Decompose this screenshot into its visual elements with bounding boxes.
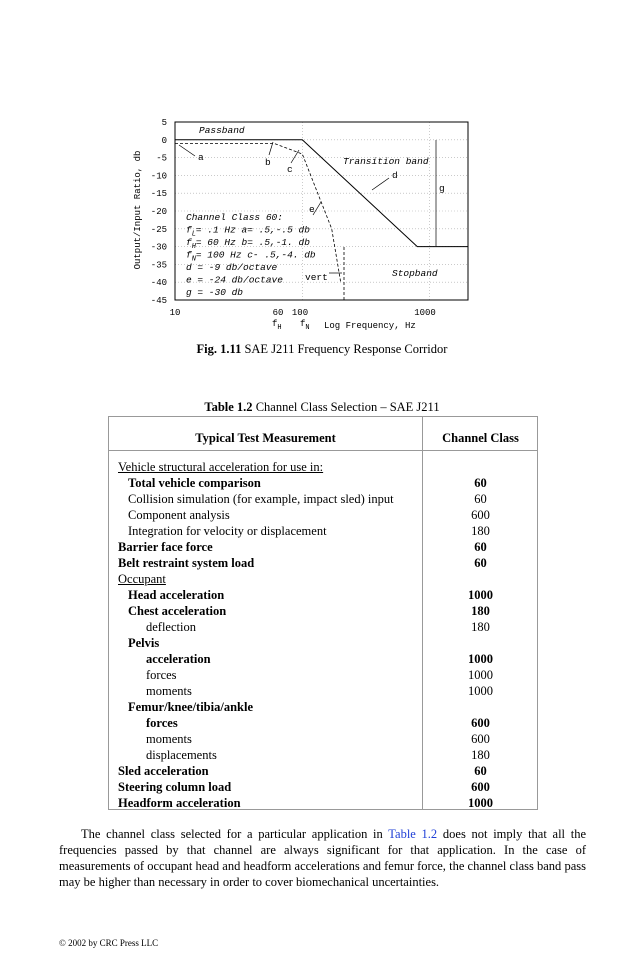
- stopband-label: Stopband: [392, 268, 438, 279]
- copyright-footer: © 2002 by CRC Press LLC: [59, 938, 159, 948]
- table-row: [109, 731, 539, 747]
- table-row: [109, 523, 539, 539]
- annotation-c-arrow: [291, 150, 299, 163]
- frequency-response-figure: [0, 0, 644, 340]
- y-tick-label: -5: [156, 153, 167, 164]
- channel-class-cell: 600: [471, 508, 490, 522]
- measurement-cell: forces: [146, 668, 177, 682]
- channel-class-cell: 600: [471, 780, 490, 794]
- channel-class-cell: 1000: [468, 588, 493, 602]
- table-header-divider: [109, 450, 537, 451]
- legend-line: g = -30 db: [186, 287, 244, 298]
- annotation-c: c: [287, 164, 293, 175]
- measurement-cell: Vehicle structural acceleration for use in:: [118, 460, 324, 474]
- measurement-cell: acceleration: [146, 652, 211, 666]
- channel-class-cell: 180: [471, 748, 490, 762]
- channel-class-cell: 60: [474, 764, 487, 778]
- table-row: [109, 651, 539, 667]
- measurement-cell: Femur/knee/tibia/ankle: [128, 700, 253, 714]
- channel-class-cell: 1000: [468, 668, 493, 682]
- legend-line: d = -9 db/octave: [186, 262, 278, 273]
- y-tick-label: -10: [150, 171, 167, 182]
- channel-class-cell: 60: [474, 492, 487, 506]
- x-marker-fn: $f_N$: [300, 319, 310, 332]
- channel-class-cell: 60: [474, 540, 487, 554]
- channel-class-cell: 60: [474, 476, 487, 490]
- table-caption: [0, 400, 644, 415]
- legend-line: $f_H= 60$ Hz b= .5,-1. db: [186, 237, 310, 251]
- table-row: [109, 635, 539, 651]
- measurement-cell: deflection: [146, 620, 196, 634]
- measurement-cell: Pelvis: [128, 636, 160, 650]
- annotation-d: d: [392, 170, 398, 181]
- measurement-cell: Steering column load: [118, 780, 232, 794]
- annotation-a-arrow: [179, 145, 195, 156]
- measurement-cell: displacements: [146, 748, 217, 762]
- y-tick-label: -25: [150, 224, 167, 235]
- table-row: [109, 779, 539, 795]
- channel-class-cell: 180: [471, 620, 490, 634]
- table-row: [109, 571, 539, 587]
- table-row: [109, 603, 539, 619]
- table-reference-link[interactable]: Table 1.2: [388, 827, 438, 841]
- body-paragraph: [59, 826, 586, 890]
- measurement-cell: forces: [146, 716, 178, 730]
- annotation-g: g: [439, 183, 445, 194]
- header-channel-class: Channel Class: [442, 431, 519, 445]
- measurement-cell: Occupant: [118, 572, 166, 586]
- measurement-cell: Collision simulation (for example, impact sled) input: [128, 492, 394, 506]
- x-tick-100: 100: [291, 308, 309, 318]
- table-row: [109, 715, 539, 731]
- y-tick-label: -30: [150, 242, 167, 253]
- table-row: [109, 539, 539, 555]
- y-axis-label: Output/Input Ratio, db: [133, 150, 143, 270]
- channel-class-cell: 600: [471, 716, 490, 730]
- body-text-part2: does not imply that all the frequencies passed by that channel are always significant for that application. In the case of measurements of occupant head and headform accelerations and femur force, the channel class band pass may be higher than necessary in order to cover biomechanical uncertainties.: [59, 827, 586, 889]
- y-tick-label: 0: [161, 135, 167, 146]
- figure-caption-text: SAE J211 Frequency Response Corridor: [241, 342, 448, 356]
- y-tick-label: -20: [150, 207, 167, 217]
- channel-class-table: [108, 416, 538, 810]
- measurement-cell: Total vehicle comparison: [128, 476, 261, 490]
- legend-line: e = -24 db/octave: [186, 274, 283, 286]
- channel-class-cell: 60: [474, 556, 487, 570]
- legend-line: $f_N= 100$ Hz c- .5,-4. db: [186, 249, 316, 264]
- annotation-b-arrow: [269, 142, 273, 155]
- channel-class-cell: 1000: [468, 652, 493, 666]
- measurement-cell: Chest acceleration: [128, 604, 227, 618]
- table-row: [109, 747, 539, 763]
- figure-caption-label: Fig. 1.11: [196, 342, 242, 356]
- x-tick-1000: 1000: [414, 308, 436, 318]
- table-row: [109, 699, 539, 715]
- table-row: [109, 475, 539, 491]
- y-tick-label: -40: [150, 278, 167, 289]
- legend-block: [186, 212, 316, 298]
- y-tick-label: -35: [150, 260, 167, 271]
- table-row: [109, 587, 539, 603]
- table-row: [109, 491, 539, 507]
- table-row: [109, 507, 539, 523]
- passband-label: Passband: [199, 125, 245, 136]
- measurement-cell: Sled acceleration: [118, 764, 209, 778]
- y-tick-label: -45: [150, 296, 167, 306]
- measurement-cell: Barrier face force: [118, 540, 213, 554]
- vert-label: vert: [305, 272, 328, 283]
- x-tick-60: 60: [272, 308, 284, 318]
- y-tick-label: 5: [161, 118, 167, 128]
- table-row: [109, 667, 539, 683]
- legend-line: Channel Class 60:: [186, 212, 283, 223]
- channel-class-cell: 600: [471, 732, 490, 746]
- annotation-a: a: [198, 152, 204, 163]
- measurement-cell: moments: [146, 732, 192, 746]
- annotation-e: e: [309, 204, 315, 215]
- table-row: [109, 683, 539, 699]
- table-row: [109, 459, 539, 475]
- annotation-d-arrow: [372, 178, 389, 190]
- channel-class-cell: 180: [471, 524, 490, 538]
- header-measurement: Typical Test Measurement: [195, 431, 336, 445]
- body-text-part1: The channel class selected for a particular application in: [81, 827, 389, 841]
- measurement-cell: moments: [146, 684, 192, 698]
- measurement-cell: Belt restraint system load: [118, 556, 255, 570]
- x-tick-10: 10: [169, 308, 181, 318]
- legend-line: $f_L= .1$ Hz a= .5,-.5 db: [186, 224, 310, 239]
- x-marker-fh: $f_H$: [272, 319, 282, 332]
- channel-class-cell: 1000: [468, 684, 493, 698]
- annotation-b: b: [265, 157, 271, 168]
- x-axis-label: Log Frequency, Hz: [324, 321, 416, 331]
- x-tick-labels: [170, 308, 436, 332]
- y-tick-labels: [151, 118, 167, 306]
- measurement-cell: Component analysis: [128, 508, 230, 522]
- channel-class-cell: 1000: [468, 796, 493, 810]
- y-tick-label: -15: [150, 189, 167, 200]
- measurement-cell: Head acceleration: [128, 588, 225, 602]
- channel-class-cell: 180: [471, 604, 490, 618]
- measurement-cell: Integration for velocity or displacement: [128, 524, 327, 538]
- measurement-cell: Headform acceleration: [118, 796, 241, 810]
- table-row: [109, 763, 539, 779]
- table-row: [109, 795, 539, 811]
- transition-band-label: Transition band: [343, 156, 429, 167]
- table-row: [109, 619, 539, 635]
- table-caption-label: Table 1.2: [204, 400, 253, 414]
- table-row: [109, 555, 539, 571]
- table-caption-text: Channel Class Selection – SAE J211: [252, 400, 440, 414]
- figure-caption: [0, 342, 644, 357]
